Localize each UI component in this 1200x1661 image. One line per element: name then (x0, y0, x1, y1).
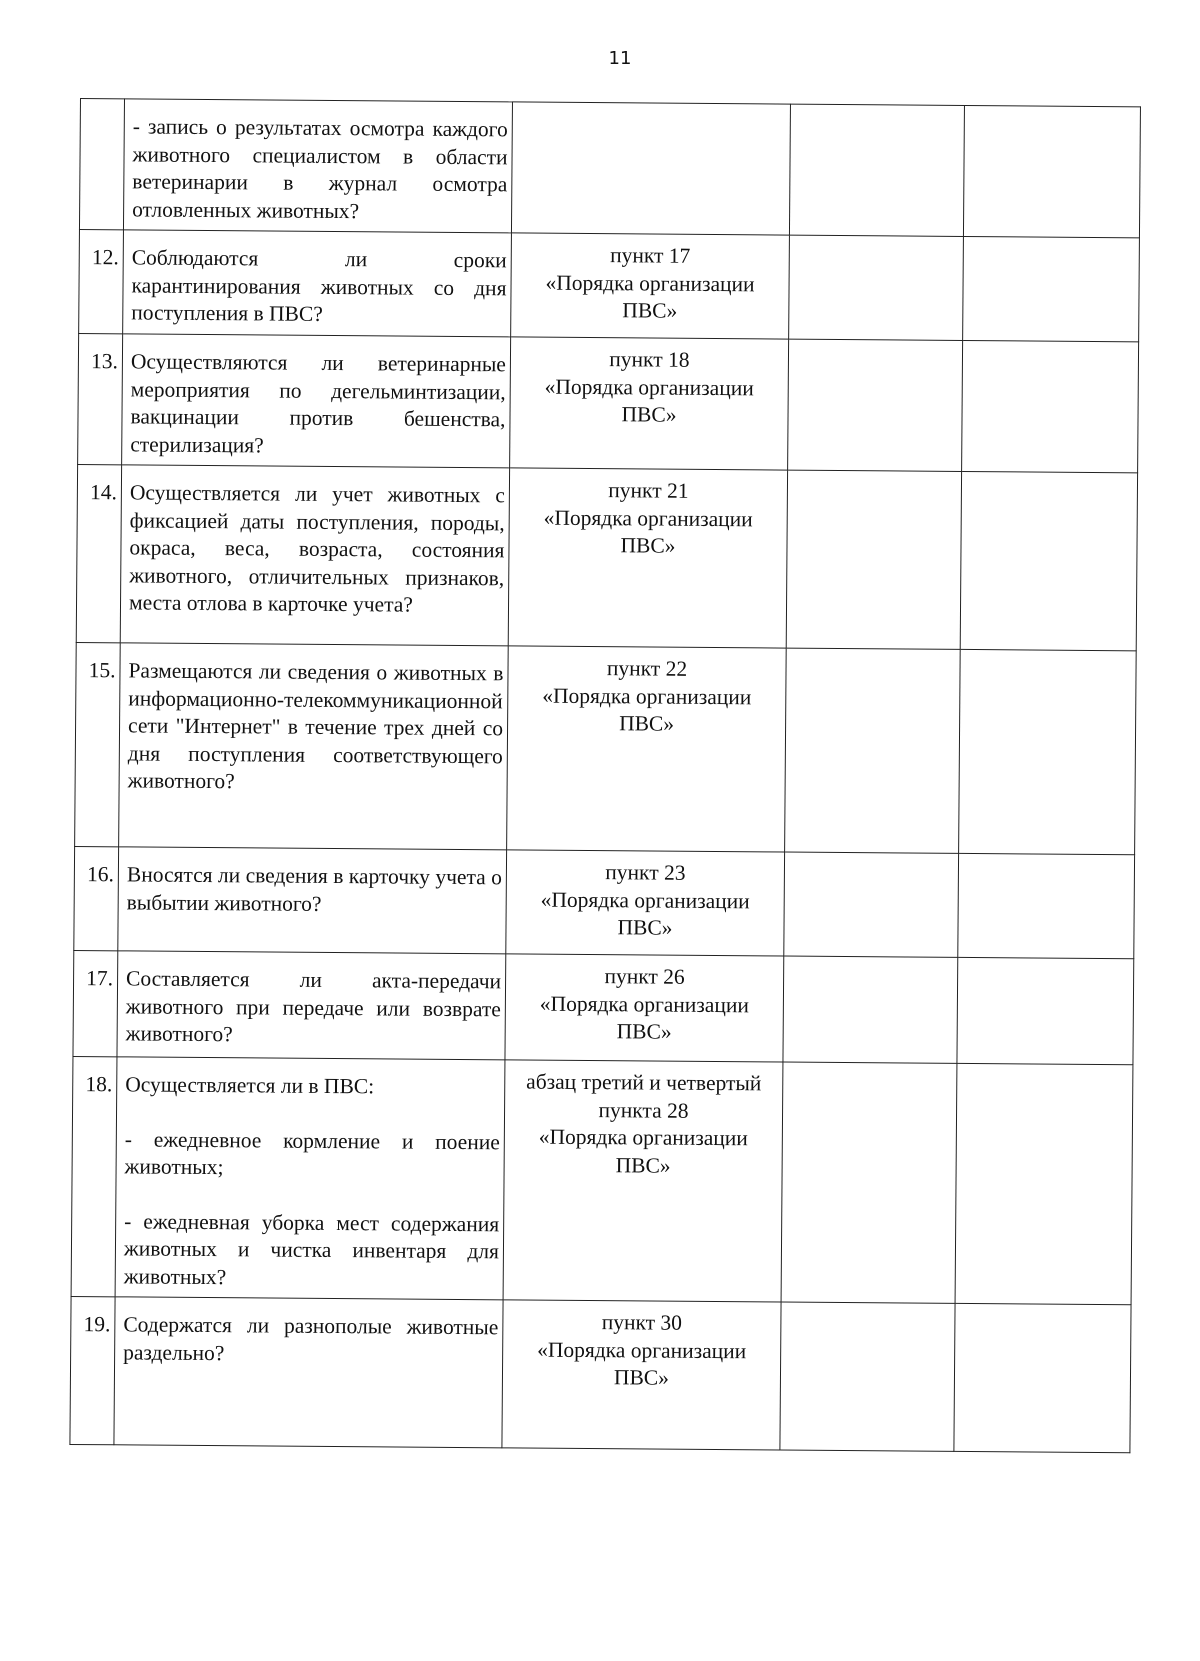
row-number: 14. (76, 464, 121, 642)
table-row (71, 1056, 1133, 1304)
reference-cell (502, 1300, 781, 1450)
question-text: - ежедневная уборка мест содержания животных и чистка инвентаря для животных? (123, 1208, 500, 1289)
question-text: Вносятся ли сведения в карточку учета о выбытии животного? (126, 862, 502, 916)
reference-line: пункта 28 (598, 1097, 689, 1123)
empty-cell (781, 1062, 957, 1303)
reference-line: ПВС» (621, 402, 677, 427)
question-text: Составляется ли акта-передачи животного при передаче или возврате животного? (125, 966, 502, 1047)
question-cell (122, 334, 511, 468)
reference-cell (511, 233, 790, 339)
question-text: Осуществляются ли ветеринарные мероприятия по дегельминтизации, вакцинации против бешенства, стерилизация? (130, 349, 507, 457)
empty-cell (963, 105, 1140, 237)
table-row (73, 950, 1134, 1064)
reference-line: «Порядка организации (540, 887, 750, 913)
reference-cell (506, 850, 785, 956)
empty-cell (783, 956, 958, 1063)
empty-cell (962, 340, 1139, 472)
question-text: Осуществляется ли учет животных с фиксацией даты поступления, породы, окраса, веса, возраста, состояния животного, отличительных признаков, места отлова в карточке учета? (128, 480, 505, 617)
question-text: Соблюдаются ли сроки карантинирования животных со дня поступления в ПВС? (131, 245, 507, 326)
reference-line: ПВС» (619, 711, 675, 736)
checklist-table (69, 98, 1141, 1453)
table-row (76, 464, 1137, 650)
reference-line: ПВС» (616, 1019, 672, 1044)
reference-cell (507, 646, 787, 852)
table-row (79, 99, 1140, 238)
row-number: 17. (73, 950, 118, 1056)
reference-line: ПВС» (615, 1152, 671, 1178)
reference-cell (503, 1060, 783, 1302)
empty-cell (789, 104, 964, 236)
empty-cell (958, 853, 1135, 958)
table-row (74, 846, 1135, 958)
empty-cell (954, 1303, 1131, 1452)
table-row (78, 333, 1139, 472)
question-text: - запись о результатах осмотра каждого животного специалистом в области ветеринарии в журнал осмотра отловленных животных? (132, 114, 508, 223)
empty-cell (784, 852, 959, 957)
page-number: 11 (608, 48, 632, 69)
question-cell (114, 1297, 503, 1448)
reference-line: пункт 21 (608, 478, 689, 503)
question-text: Осуществляется ли в ПВС: (125, 1072, 375, 1099)
reference-cell (510, 337, 789, 470)
question-cell (115, 1057, 505, 1300)
empty-cell (780, 1302, 955, 1451)
row-number: 18. (71, 1056, 117, 1296)
reference-line: абзац третий и четвертый (526, 1069, 762, 1096)
empty-cell (960, 471, 1137, 650)
empty-cell (957, 957, 1134, 1064)
reference-line: «Порядка организации (539, 991, 750, 1017)
reference-line: пункт 22 (606, 656, 688, 681)
empty-cell (786, 470, 961, 649)
row-number: 13. (78, 333, 123, 464)
empty-cell (955, 1063, 1133, 1304)
row-number: 19. (70, 1296, 115, 1444)
reference-line: ПВС» (617, 915, 673, 940)
question-cell (120, 465, 509, 646)
question-text: Размещаются ли сведения о животных в информационно-телекоммуникационной сети "Интернет" в течение трех дней со дня поступления соответствующего животного? (127, 658, 504, 794)
reference-line: «Порядка организации (544, 374, 754, 400)
row-number: 15. (75, 642, 121, 846)
reference-line: пункт 18 (609, 347, 690, 372)
reference-line: ПВС» (620, 533, 676, 558)
question-cell (123, 230, 512, 337)
empty-cell (785, 648, 961, 853)
question-cell (118, 847, 507, 954)
row-number: 12. (79, 229, 124, 333)
table-row (75, 642, 1137, 854)
reference-line: «Порядка организации (537, 1337, 747, 1363)
table-row (79, 229, 1140, 341)
question-text: Содержатся ли разнополые животные раздельно? (123, 1312, 499, 1365)
reference-line: пункт 17 (610, 243, 691, 268)
reference-cell (511, 102, 790, 235)
empty-cell (788, 339, 963, 471)
reference-line: пункт 30 (601, 1310, 683, 1335)
row-number: 16. (74, 846, 119, 950)
table-row (70, 1296, 1131, 1452)
empty-cell (789, 235, 964, 340)
reference-line: пункт 23 (605, 860, 686, 885)
question-cell (117, 951, 506, 1060)
empty-cell (959, 649, 1137, 854)
reference-cell (508, 468, 787, 648)
question-cell (123, 99, 512, 233)
reference-line: ПВС» (622, 298, 678, 323)
reference-line: пункт 26 (604, 964, 685, 989)
question-text: - ежедневное кормление и поение животных; (124, 1126, 500, 1180)
row-number (79, 99, 124, 230)
reference-line: ПВС» (613, 1365, 670, 1390)
reference-cell (505, 954, 784, 1062)
reference-line: «Порядка организации (545, 270, 755, 296)
reference-line: «Порядка организации (538, 1124, 748, 1151)
question-cell (119, 643, 509, 850)
empty-cell (963, 236, 1140, 341)
reference-line: «Порядка организации (542, 683, 752, 709)
reference-line: «Порядка организации (543, 505, 753, 531)
